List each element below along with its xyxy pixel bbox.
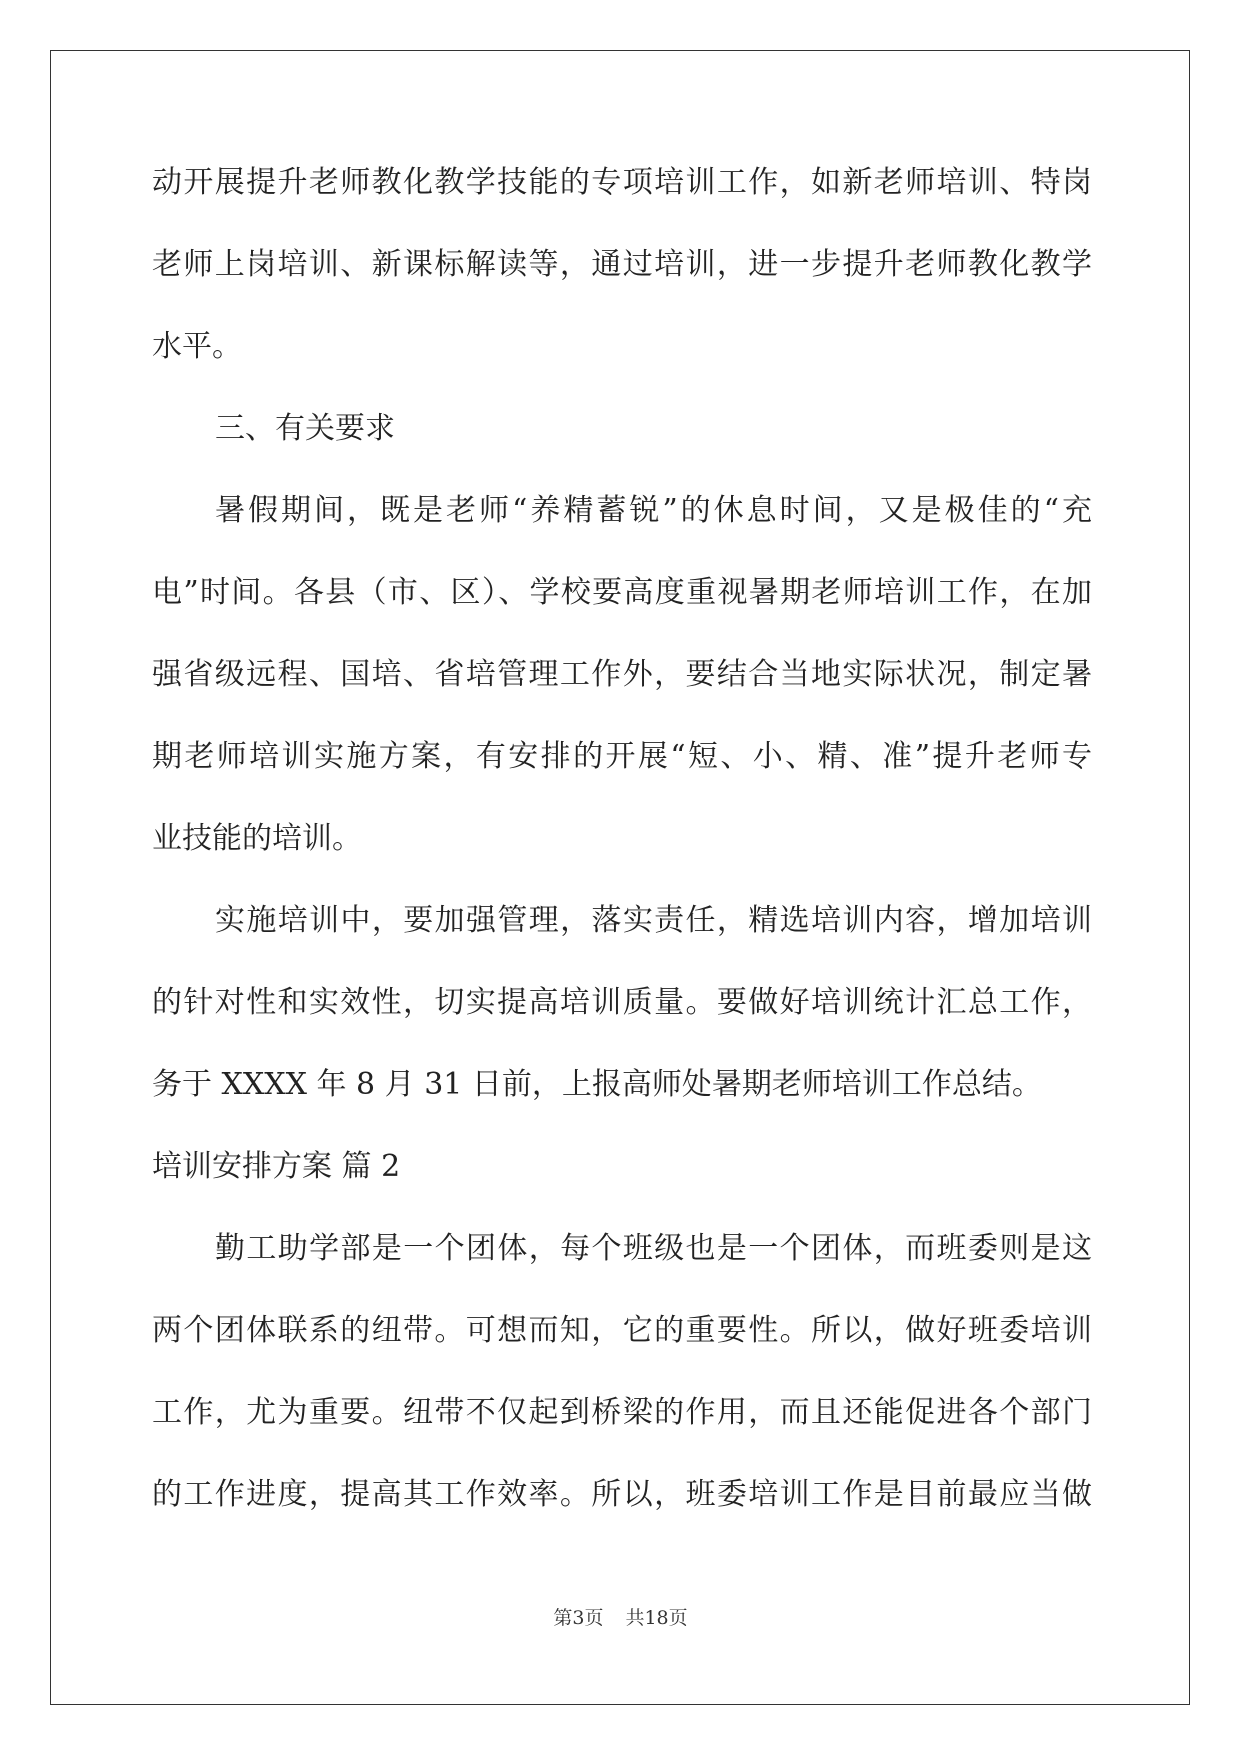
text-line: 两个团体联系的纽带。可想而知，它的重要性。所以，做好班委培训 bbox=[152, 1313, 1092, 1348]
page-footer bbox=[0, 1603, 1241, 1630]
page-number: 第3页 bbox=[553, 1607, 604, 1629]
article-heading: 培训安排方案 篇 2 bbox=[152, 1149, 401, 1184]
text-line: 期老师培训实施方案，有安排的开展“短、小、精、准”提升老师专 bbox=[152, 739, 1092, 774]
text-line: 电”时间。各县（市、区）、学校要高度重视暑期老师培训工作，在加 bbox=[152, 575, 1092, 610]
text-line: 实施培训中，要加强管理，落实责任，精选培训内容，增加培训 bbox=[215, 903, 1092, 938]
section-heading: 三、有关要求 bbox=[215, 411, 395, 446]
text-line: 勤工助学部是一个团体，每个班级也是一个团体，而班委则是这 bbox=[215, 1231, 1092, 1266]
text-line: 的工作进度，提高其工作效率。所以，班委培训工作是目前最应当做 bbox=[152, 1477, 1092, 1512]
text-line: 务于 XXXX 年 8 月 31 日前，上报高师处暑期老师培训工作总结。 bbox=[152, 1067, 1042, 1102]
text-line: 暑假期间，既是老师“养精蓄锐”的休息时间，又是极佳的“充 bbox=[215, 493, 1092, 528]
text-line: 的针对性和实效性，切实提高培训质量。要做好培训统计汇总工作， bbox=[152, 985, 1092, 1020]
text-line: 老师上岗培训、新课标解读等，通过培训，进一步提升老师教化教学 bbox=[152, 247, 1092, 282]
total-pages: 共18页 bbox=[625, 1607, 688, 1629]
text-line: 业技能的培训。 bbox=[152, 821, 362, 856]
text-line: 动开展提升老师教化教学技能的专项培训工作，如新老师培训、特岗 bbox=[152, 165, 1092, 200]
text-line: 强省级远程、国培、省培管理工作外，要结合当地实际状况，制定暑 bbox=[152, 657, 1092, 692]
text-line: 工作，尤为重要。纽带不仅起到桥梁的作用，而且还能促进各个部门 bbox=[152, 1395, 1092, 1430]
text-line: 水平。 bbox=[152, 329, 242, 364]
document-body bbox=[152, 158, 1092, 1552]
